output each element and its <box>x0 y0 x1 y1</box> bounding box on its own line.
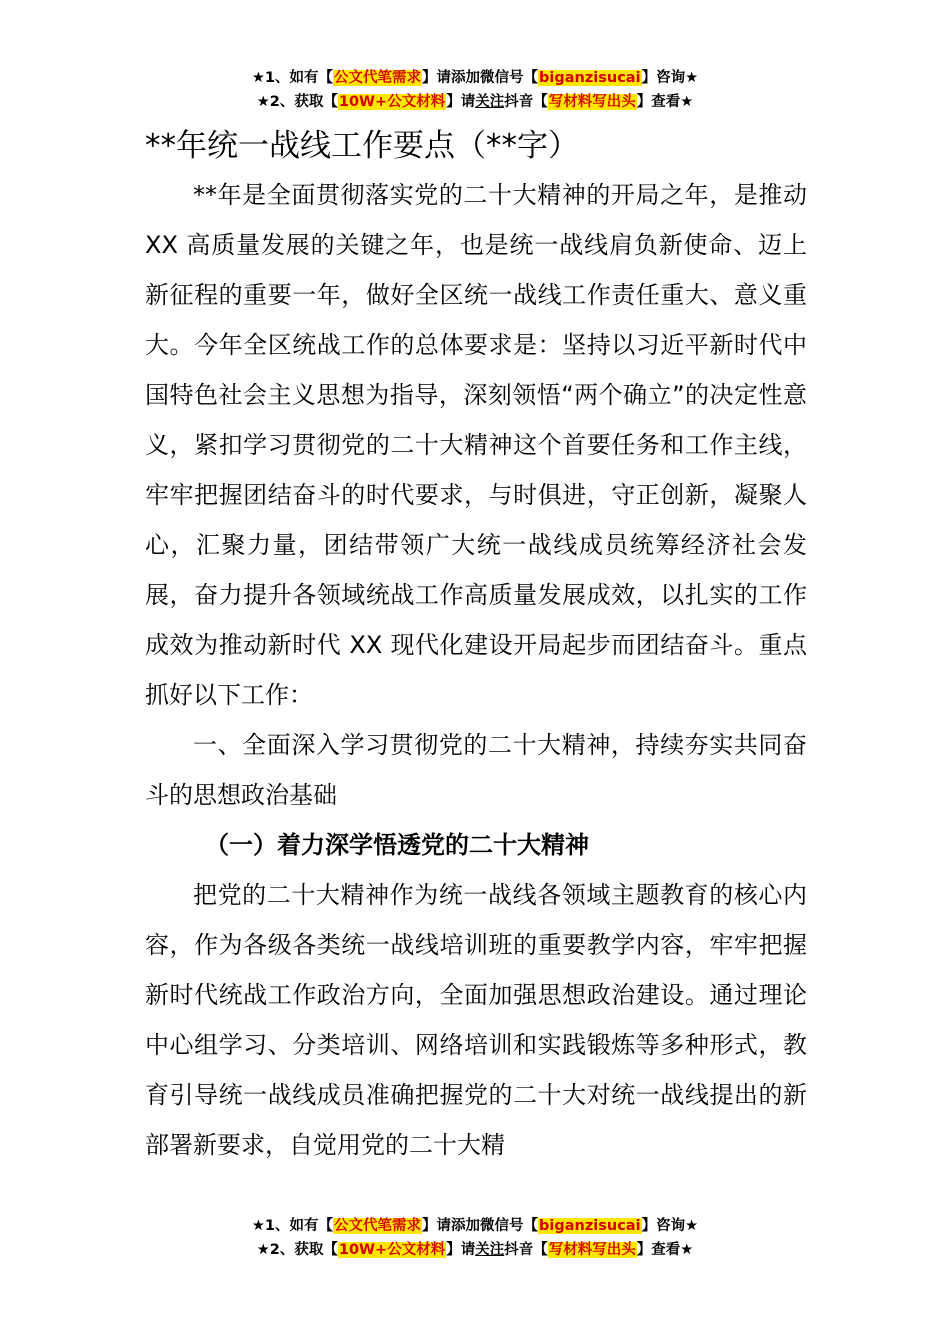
star-icon: ★ <box>256 94 270 110</box>
promo-emphasis: 关注 <box>475 94 505 110</box>
promo-text: 抖音【 <box>504 94 548 110</box>
subsection-paragraph: 把党的二十大精神作为统一战线各领域主题教育的核心内容，作为各级各类统一战线培训班的重要教学内容，牢牢把握新时代统战工作政治方向，全面加强思想政治建设。通过理论中心组学习、分类培训、网络培训和实践锻炼等多种形式，教育引导统一战线成员准确把握党的二十大对统一战线提出的新部署新要求，自觉用党的二十大精 <box>145 881 807 1159</box>
promo-wechat-id: biganzisucai <box>539 1218 641 1234</box>
promo-highlight: 10W+公文材料 <box>338 1242 446 1258</box>
promo-text: 1、如有【 <box>264 70 334 86</box>
star-icon: ★ <box>251 1218 265 1234</box>
document-body <box>145 170 807 1170</box>
promo-text: 抖音【 <box>504 1242 548 1258</box>
header-promo-banner <box>0 66 950 114</box>
promo-line-1 <box>0 66 950 90</box>
promo-highlight: 10W+公文材料 <box>338 94 446 110</box>
promo-wechat-id: biganzisucai <box>539 70 641 86</box>
star-icon: ★ <box>685 1218 699 1234</box>
promo-text: 】查看 <box>636 1242 681 1258</box>
promo-text: 】查看 <box>636 94 681 110</box>
promo-line-2 <box>0 1238 950 1262</box>
promo-text: 】咨询 <box>641 1218 686 1234</box>
promo-line-2 <box>0 90 950 114</box>
intro-paragraph: **年是全面贯彻落实党的二十大精神的开局之年，是推动 XX 高质量发展的关键之年，也是统一战线肩负新使命、迈上新征程的重要一年，做好全区统一战线工作责任重大、意义重大。今年全区统战工作的总体要求是：坚持以习近平新时代中国特色社会主义思想为指导，深刻领悟“两个确立”的决定性意义，紧扣学习贯彻党的二十大精神这个首要任务和工作主线，牢牢把握团结奋斗的时代要求，与时俱进，守正创新，凝聚人心，汇聚力量，团结带领广大统一战线成员统筹经济社会发展，奋力提升各领域统战工作高质量发展成效，以扎实的工作成效为推动新时代 XX 现代化建设开局起步而团结奋斗。重点抓好以下工作： <box>145 181 807 709</box>
promo-text: 】请 <box>422 70 452 86</box>
promo-text: 】请 <box>446 94 476 110</box>
document-title: **年统一战线工作要点（**字） <box>145 128 579 164</box>
promo-text: 微信号【 <box>480 1218 539 1234</box>
star-icon: ★ <box>256 1242 270 1258</box>
footer-promo-banner <box>0 1214 950 1262</box>
promo-text: 1、如有【 <box>264 1218 334 1234</box>
promo-line-1 <box>0 1214 950 1238</box>
promo-douyin-id: 写材料写出头 <box>548 94 636 110</box>
promo-emphasis: 关注 <box>475 1242 505 1258</box>
star-icon: ★ <box>251 70 265 86</box>
promo-text: 】请 <box>446 1242 476 1258</box>
promo-text: 2、获取【 <box>269 1242 338 1258</box>
star-icon: ★ <box>680 1242 694 1258</box>
promo-highlight: 公文代笔需求 <box>334 1218 422 1234</box>
promo-emphasis: 添加 <box>451 70 481 86</box>
promo-douyin-id: 写材料写出头 <box>548 1242 636 1258</box>
star-icon: ★ <box>685 70 699 86</box>
promo-text: 】咨询 <box>641 70 686 86</box>
promo-text: 微信号【 <box>480 70 539 86</box>
subsection-heading: （一）着力深学悟透党的二十大精神 <box>205 831 589 859</box>
promo-text: 2、获取【 <box>269 94 338 110</box>
section-heading: 一、全面深入学习贯彻党的二十大精神，持续夯实共同奋斗的思想政治基础 <box>145 731 807 809</box>
promo-text: 】请 <box>422 1218 452 1234</box>
promo-emphasis: 添加 <box>451 1218 481 1234</box>
promo-highlight: 公文代笔需求 <box>334 70 422 86</box>
star-icon: ★ <box>680 94 694 110</box>
